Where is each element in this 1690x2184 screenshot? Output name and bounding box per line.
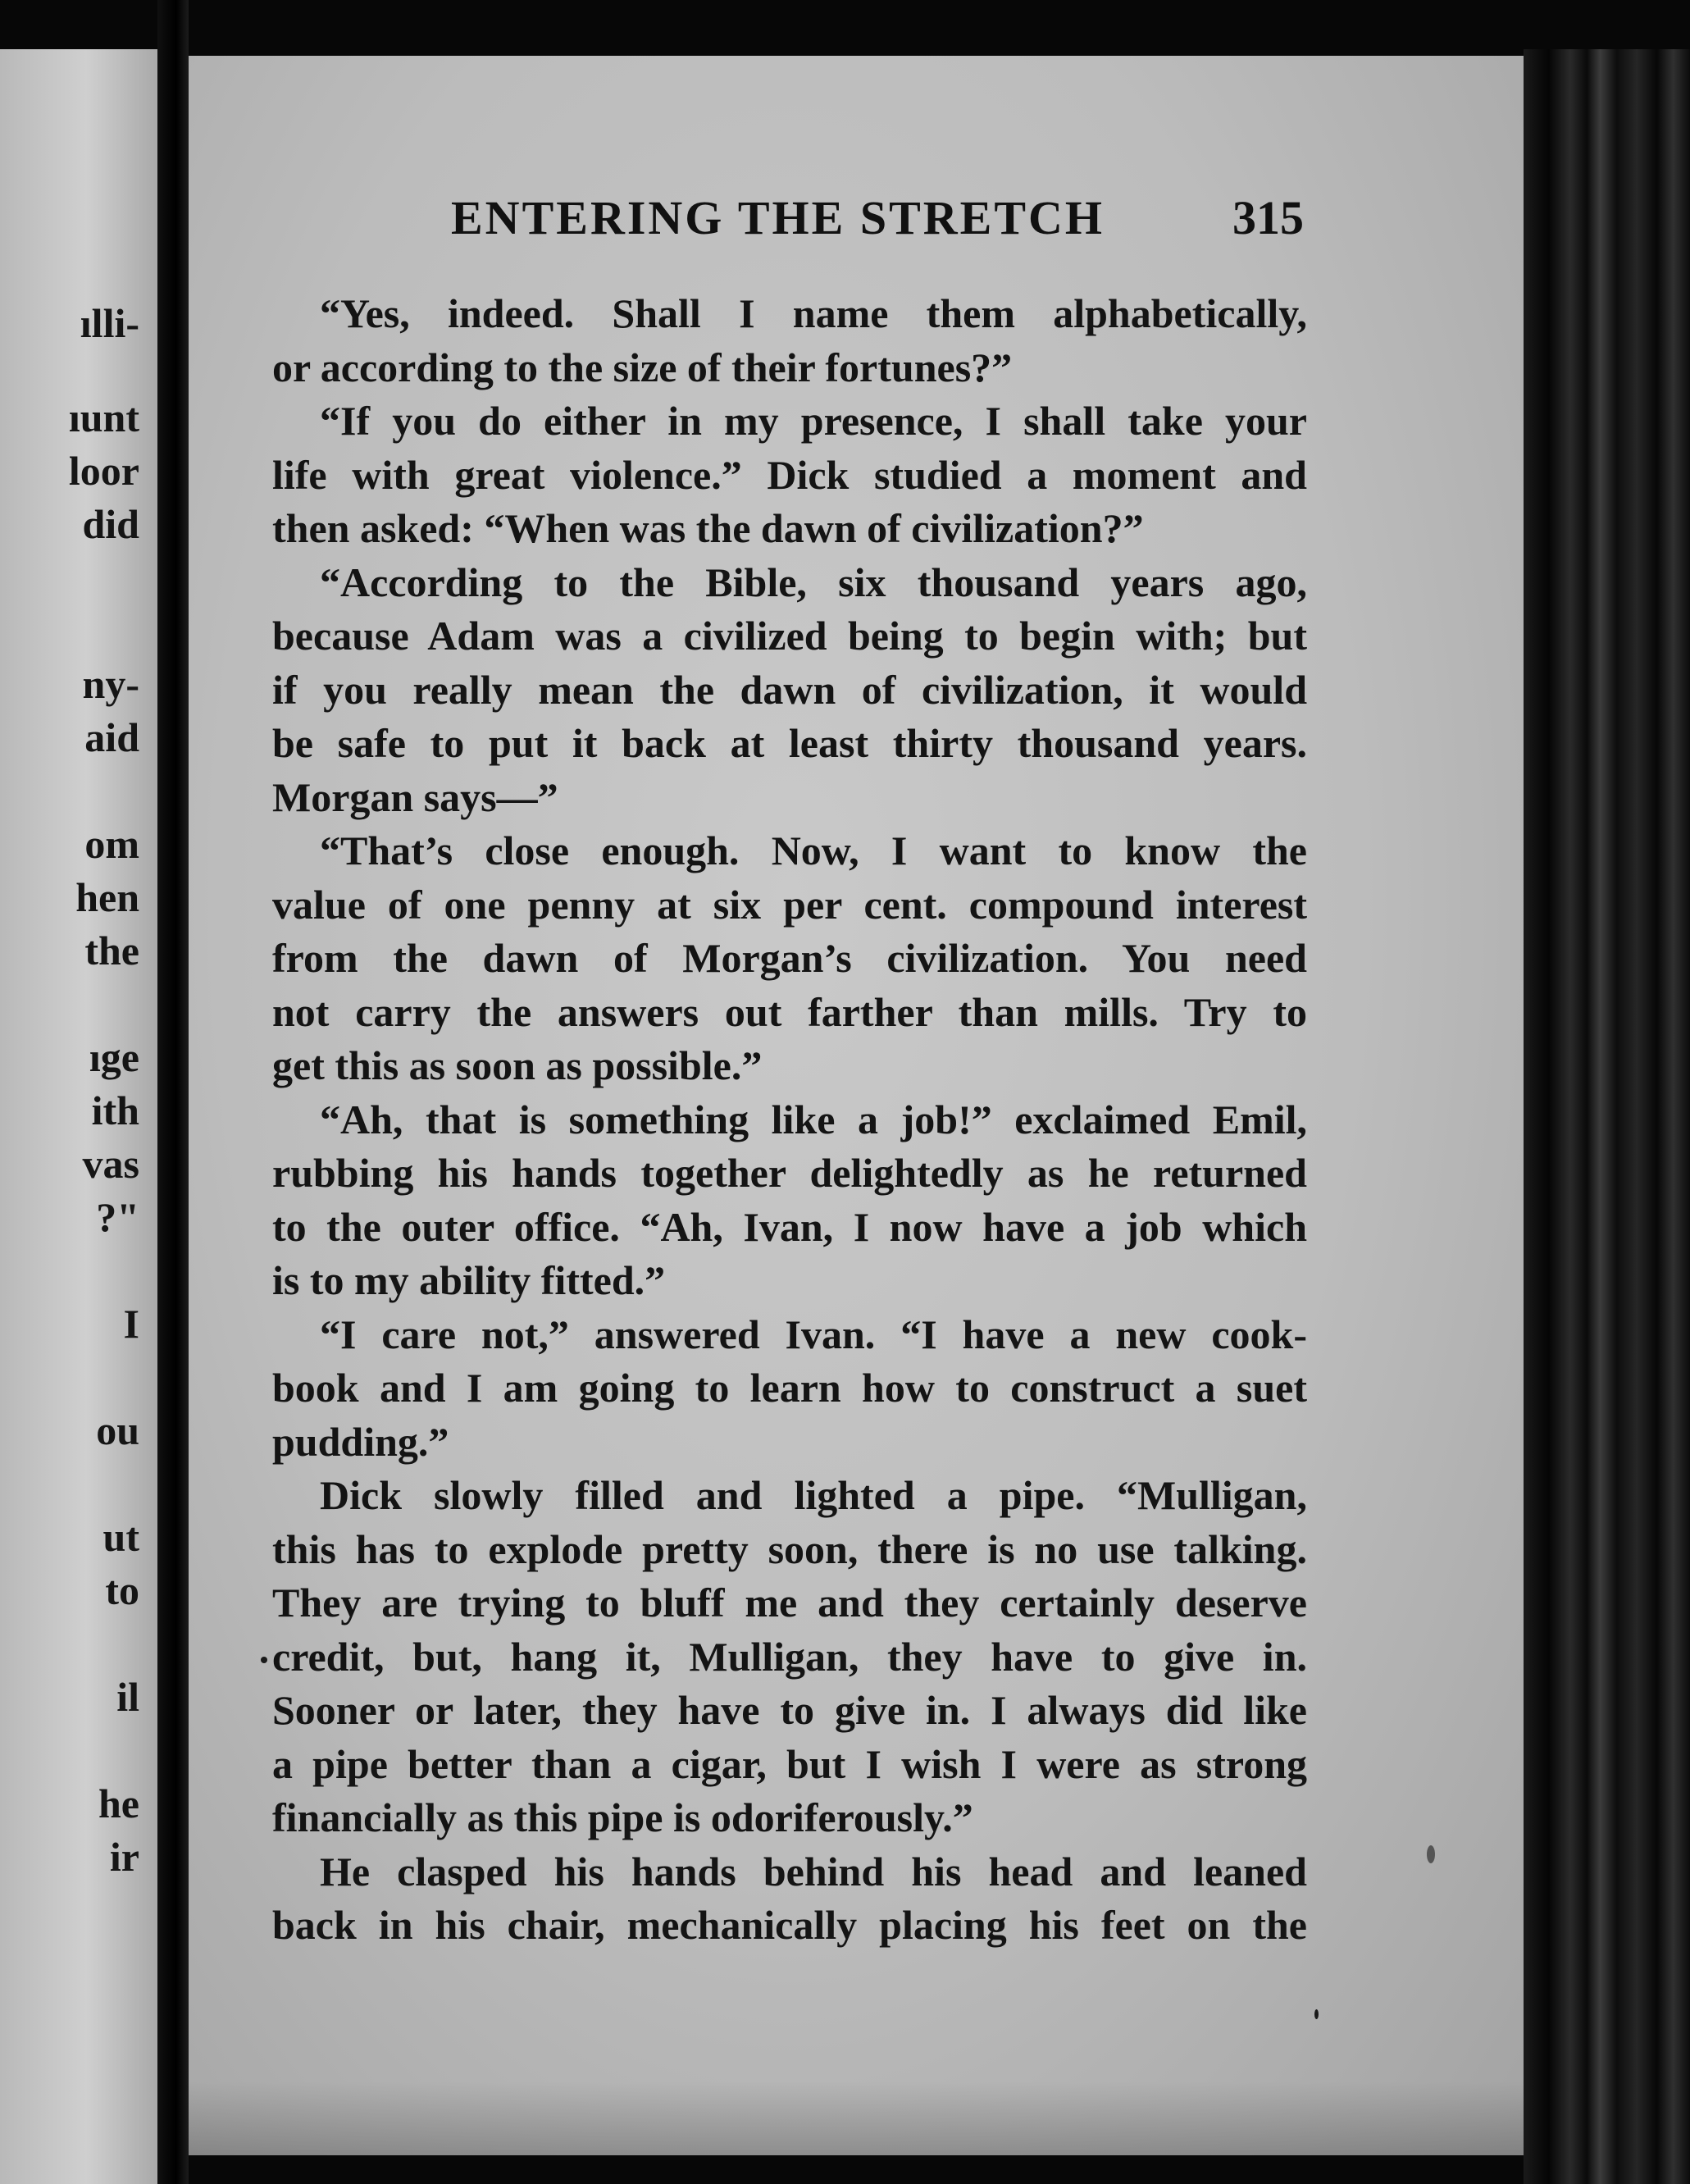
text-line: “That’s close enough. Now, I want to know the: [320, 828, 1307, 873]
text-line: value of one penny at six per cent. compound interest: [272, 881, 1307, 928]
left-fragment: ith: [91, 1087, 139, 1133]
text-line: a pipe better than a cigar, but I wish I were as strong: [272, 1740, 1307, 1787]
left-fragment: ut: [102, 1514, 139, 1560]
left-fragment: ir: [109, 1834, 139, 1880]
text-line: “Yes, indeed. Shall I name them alphabetically,: [320, 290, 1307, 336]
text-line: He clasped his hands behind his head and leaned: [320, 1848, 1307, 1894]
left-fragment: om: [84, 821, 139, 867]
text-line: to the outer office. “Ah, Ivan, I now have a job which: [272, 1203, 1307, 1250]
page-header: [451, 190, 1304, 256]
scan-speck: [1314, 2009, 1319, 2019]
text-line: They are trying to bluff me and they certainly deserve: [272, 1580, 1307, 1625]
left-fragment: to: [105, 1567, 139, 1613]
left-fragment: loor: [68, 448, 139, 494]
left-fragment: ıge: [89, 1034, 139, 1080]
left-fragment: hen: [75, 874, 139, 920]
text-line: “Ah, that is something like a job!” exclaimed Emil,: [320, 1096, 1307, 1142]
text-line: from the dawn of Morgan’s civilization. You need: [272, 935, 1307, 981]
left-fragment: il: [116, 1674, 139, 1720]
body-text: [272, 287, 1307, 1953]
text-line: rubbing his hands together delightedly as he returned: [272, 1150, 1307, 1196]
left-fragment: did: [82, 501, 139, 547]
text-line: be safe to put it back at least thirty thousand years.: [272, 720, 1307, 766]
text-line: get this as soon as possible.”: [272, 1042, 763, 1088]
text-line: Morgan says—”: [272, 773, 558, 820]
page-number: 315: [1232, 191, 1304, 244]
left-fragment: ny-: [82, 661, 139, 707]
left-fragment: ou: [96, 1407, 139, 1453]
left-fragment: ?": [96, 1194, 139, 1240]
text-line: because Adam was a civilized being to begin with; but: [272, 613, 1307, 659]
left-fragment: he: [98, 1780, 139, 1826]
running-head: ENTERING THE STRETCH: [451, 191, 1105, 244]
left-fragment: the: [84, 928, 139, 973]
text-line: not carry the answers out farther than mills. Try to: [272, 988, 1307, 1035]
left-fragment: vas: [82, 1141, 139, 1187]
text-line: life with great violence.” Dick studied a moment and: [272, 451, 1307, 498]
text-line: financially as this pipe is odoriferously.”: [272, 1794, 973, 1840]
right-page-edges: [1524, 49, 1690, 2184]
scan-speck: [261, 1657, 267, 1663]
text-line: back in his chair, mechanically placing his feet on the: [272, 1902, 1307, 1948]
left-page-edge: [0, 49, 157, 2184]
text-line: or according to the size of their fortunes?”: [272, 344, 1013, 390]
text-line: “I care not,” answered Ivan. “I have a new cook-: [320, 1311, 1307, 1357]
text-line: Sooner or later, they have to give in. I always did like: [272, 1687, 1307, 1733]
text-line: if you really mean the dawn of civilization, it would: [272, 666, 1307, 713]
text-line: “According to the Bible, six thousand years ago,: [320, 559, 1307, 605]
text-line: Dick slowly filled and lighted a pipe. “Mulligan,: [320, 1472, 1307, 1518]
text-line: “If you do either in my presence, I shall take your: [320, 398, 1307, 444]
scan-speck: [1427, 1845, 1435, 1863]
book-gutter: [157, 0, 189, 2184]
left-fragment: ıunt: [68, 394, 139, 440]
text-line: credit, but, hang it, Mulligan, they have to give in.: [272, 1633, 1307, 1680]
left-fragment: ılli-: [80, 300, 139, 346]
text-line: book and I am going to learn how to construct a suet: [272, 1365, 1307, 1411]
page-shadow: [189, 2081, 1524, 2155]
text-line: pudding.”: [272, 1418, 449, 1465]
text-line: then asked: “When was the dawn of civilization?”: [272, 505, 1144, 551]
text-line: this has to explode pretty soon, there is no use talking.: [272, 1525, 1307, 1572]
text-line: is to my ability fitted.”: [272, 1257, 666, 1303]
left-fragment: aid: [84, 714, 139, 760]
left-fragment: I: [123, 1301, 139, 1347]
